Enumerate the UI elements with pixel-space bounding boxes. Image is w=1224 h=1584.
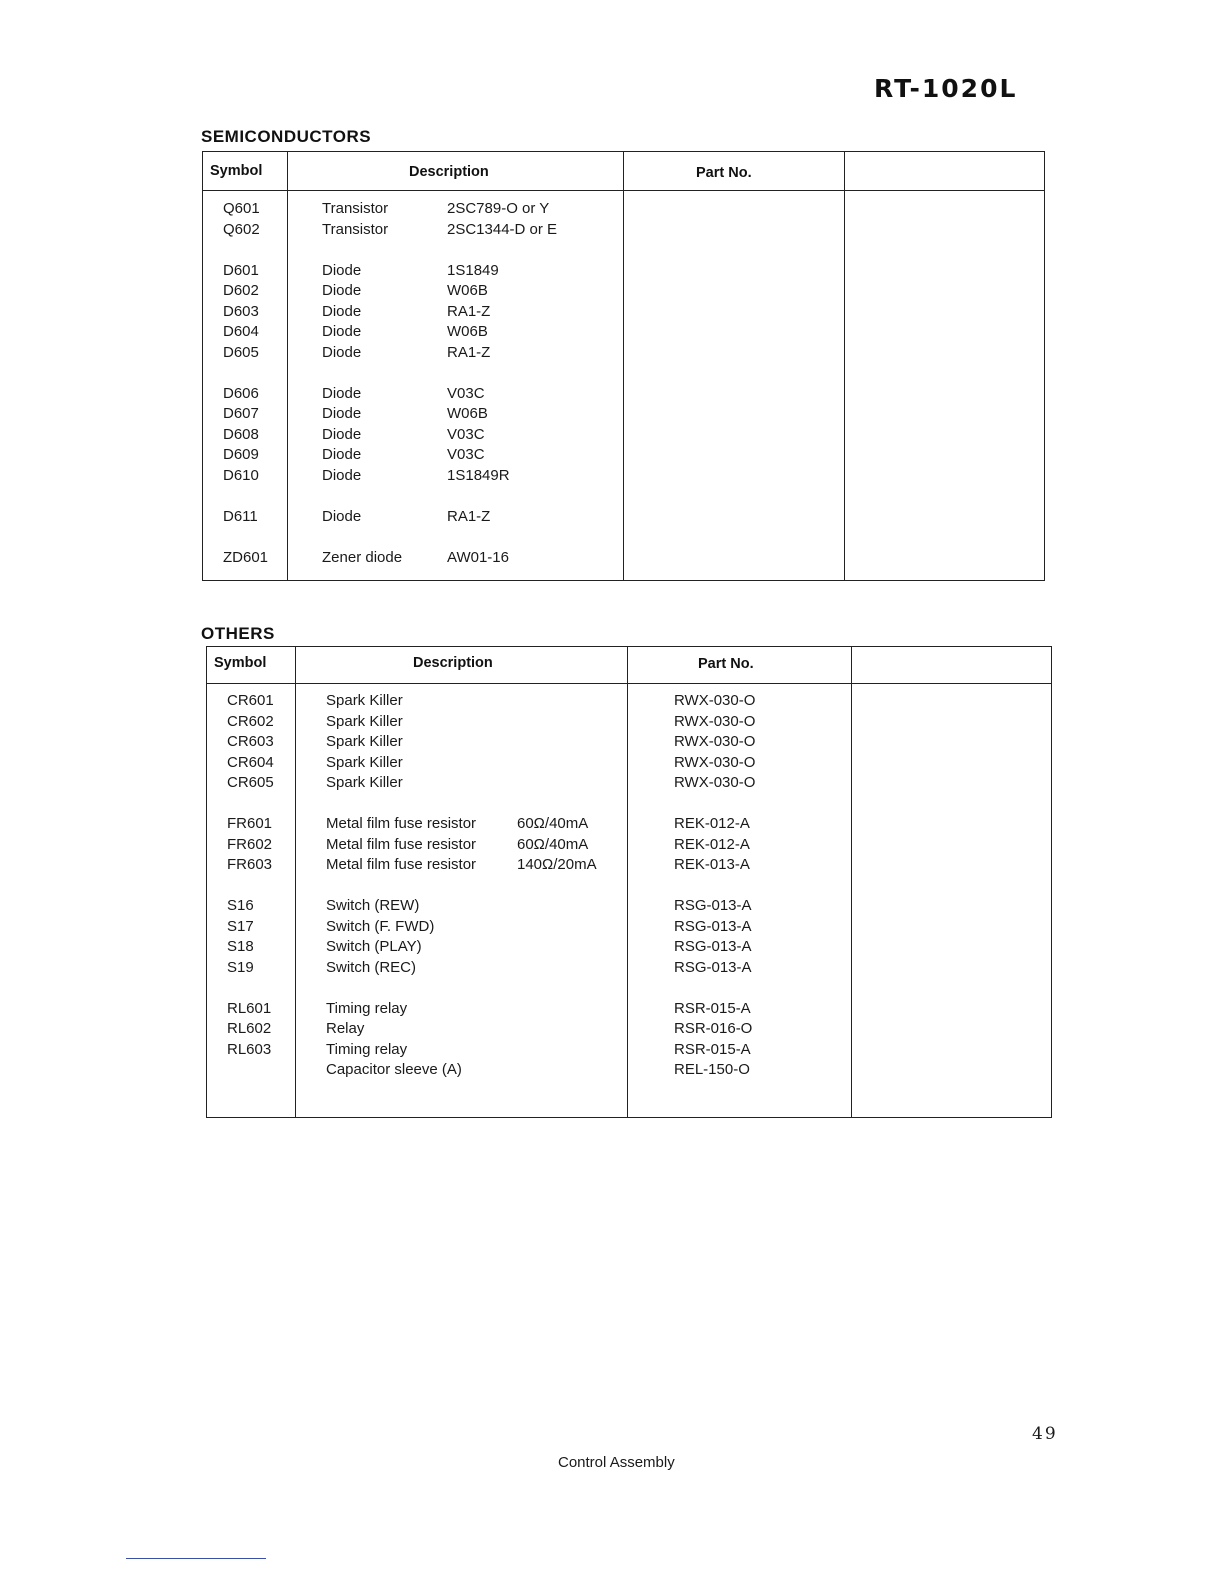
table-row [203,323,1044,344]
cell-symbol: FR601 [227,815,273,832]
cell-description: Switch (REW) [326,897,420,914]
cell-description: Diode [322,466,362,484]
table-row [207,692,1051,713]
cell-description: Switch (F. FWD) [326,917,435,935]
row-spacer [207,877,1051,898]
cell-type-number: RA1-Z [447,302,491,320]
row-spacer [207,795,1051,816]
cell-description: Diode [322,446,362,463]
cell-symbol: D611 [223,507,258,525]
cell-symbol: Q602 [223,220,260,238]
table-row [207,733,1051,754]
cell-description: Switch (PLAY) [326,938,422,955]
cell-symbol: CR603 [227,733,274,750]
cell-description: Metal film fuse resistor [326,856,477,873]
table-row [203,405,1044,426]
row-spacer [207,979,1051,1000]
cell-description: Diode [322,282,362,299]
cell-part-no: REK-012-A [674,815,750,832]
table-row [203,221,1044,242]
cell-description: Spark Killer [326,692,403,709]
cell-description: Diode [322,384,362,402]
cell-part-no: RWX-030-O [674,733,756,750]
cell-rating: 60Ω/40mA [517,835,589,853]
cell-part-no: REL-150-O [674,1061,750,1078]
cell-type-number: V03C [447,384,485,402]
model-number: RT-1020L [874,74,1018,103]
cell-symbol: D603 [223,302,259,320]
cell-description: Timing relay [326,999,408,1017]
cell-description: Timing relay [326,1040,408,1058]
cell-symbol: D601 [223,261,259,279]
cell-description: Zener diode [322,548,403,566]
cell-type-number: 1S1849 [447,261,499,279]
cell-part-no: RSR-015-A [674,999,751,1017]
row-spacer [203,487,1044,508]
others-title: OTHERS [201,624,275,643]
cell-part-no: RWX-030-O [674,774,756,791]
table-row [207,815,1051,836]
table-row [203,262,1044,283]
cell-description: Switch (REC) [326,958,417,976]
table-row [203,549,1044,570]
cell-part-no: RWX-030-O [674,712,756,730]
cell-description: Spark Killer [326,733,403,750]
cell-description: Metal film fuse resistor [326,815,477,832]
cell-symbol: S16 [227,897,254,914]
cell-type-number: RA1-Z [447,507,491,525]
cell-description: Diode [322,302,362,320]
cell-type-number: W06B [447,323,488,340]
cell-type-number: V03C [447,425,485,443]
cell-description: Transistor [322,220,389,238]
cell-description: Diode [322,425,362,443]
header-symbol: Symbol [210,163,263,179]
cell-part-no: RWX-030-O [674,753,756,771]
cell-symbol: D605 [223,343,259,361]
cell-description: Relay [326,1020,365,1037]
footer-rule [126,1558,266,1559]
cell-description: Capacitor sleeve (A) [326,1061,462,1078]
table-row [207,959,1051,980]
cell-symbol: RL602 [227,1020,272,1037]
header-description: Description [413,655,493,671]
cell-description: Spark Killer [326,712,403,730]
table-row [207,897,1051,918]
cell-type-number: RA1-Z [447,343,491,361]
cell-symbol: D606 [223,384,259,402]
cell-symbol: CR601 [227,692,274,709]
header-symbol: Symbol [214,655,267,671]
cell-type-number: V03C [447,446,485,463]
semiconductors-rows [203,200,1044,569]
cell-symbol: D607 [223,405,259,422]
table-row [207,938,1051,959]
row-spacer [203,528,1044,549]
cell-symbol: Q601 [223,200,260,217]
cell-type-number: AW01-16 [447,548,509,566]
table-row [203,426,1044,447]
cell-part-no: RSR-015-A [674,1040,751,1058]
table-row [207,774,1051,795]
cell-description: Diode [322,261,362,279]
cell-type-number: 1S1849R [447,466,510,484]
cell-type-number: 2SC789-O or Y [447,200,550,217]
others-rows [207,692,1051,1082]
cell-description: Spark Killer [326,774,403,791]
header-part-no: Part No. [698,656,754,672]
cell-symbol: RL603 [227,1040,272,1058]
table-row [207,1000,1051,1021]
cell-symbol: FR603 [227,856,273,873]
cell-symbol: CR605 [227,774,274,791]
table-row [203,446,1044,467]
cell-symbol: FR602 [227,835,273,853]
row-spacer [203,364,1044,385]
cell-type-number: W06B [447,405,488,422]
cell-description: Metal film fuse resistor [326,835,477,853]
cell-part-no: RSG-013-A [674,897,752,914]
cell-symbol: S18 [227,938,254,955]
table-row [207,1020,1051,1041]
row-spacer [203,241,1044,262]
table-row [207,918,1051,939]
cell-symbol: D602 [223,282,259,299]
cell-symbol: CR602 [227,712,274,730]
cell-part-no: RSG-013-A [674,938,752,955]
table-row [203,282,1044,303]
header-part-no: Part No. [696,165,752,181]
footer-caption: Control Assembly [558,1454,675,1471]
table-row [207,856,1051,877]
cell-part-no: RSR-016-O [674,1020,753,1037]
header-divider [203,190,1044,191]
cell-symbol: D609 [223,446,259,463]
table-row [203,385,1044,406]
cell-part-no: REK-012-A [674,835,750,853]
table-row [207,1061,1051,1082]
cell-description: Diode [322,323,362,340]
cell-description: Diode [322,343,362,361]
semiconductors-title: SEMICONDUCTORS [201,127,372,146]
table-row [207,713,1051,734]
page-number: 49 [1032,1424,1058,1444]
cell-rating: 140Ω/20mA [517,856,597,873]
others-table [206,646,1052,1118]
cell-symbol: D610 [223,466,259,484]
cell-description: Spark Killer [326,753,403,771]
semiconductors-table [202,151,1045,581]
cell-symbol: ZD601 [223,548,269,566]
cell-description: Diode [322,507,362,525]
cell-symbol: D608 [223,425,259,443]
cell-symbol: S19 [227,958,254,976]
cell-symbol: D604 [223,323,259,340]
cell-type-number: 2SC1344-D or E [447,220,558,238]
header-description: Description [409,164,489,180]
table-row [203,303,1044,324]
table-row [207,754,1051,775]
table-row [203,200,1044,221]
cell-symbol: CR604 [227,753,274,771]
cell-part-no: RSG-013-A [674,958,752,976]
header-divider [207,683,1051,684]
table-row [203,467,1044,488]
cell-part-no: RWX-030-O [674,692,756,709]
table-row [207,1041,1051,1062]
cell-rating: 60Ω/40mA [517,815,589,832]
cell-description: Transistor [322,200,389,217]
cell-type-number: W06B [447,282,488,299]
table-row [207,836,1051,857]
table-row [203,508,1044,529]
table-row [203,344,1044,365]
cell-part-no: RSG-013-A [674,917,752,935]
cell-part-no: REK-013-A [674,856,750,873]
cell-description: Diode [322,405,362,422]
cell-symbol: RL601 [227,999,272,1017]
cell-symbol: S17 [227,917,254,935]
